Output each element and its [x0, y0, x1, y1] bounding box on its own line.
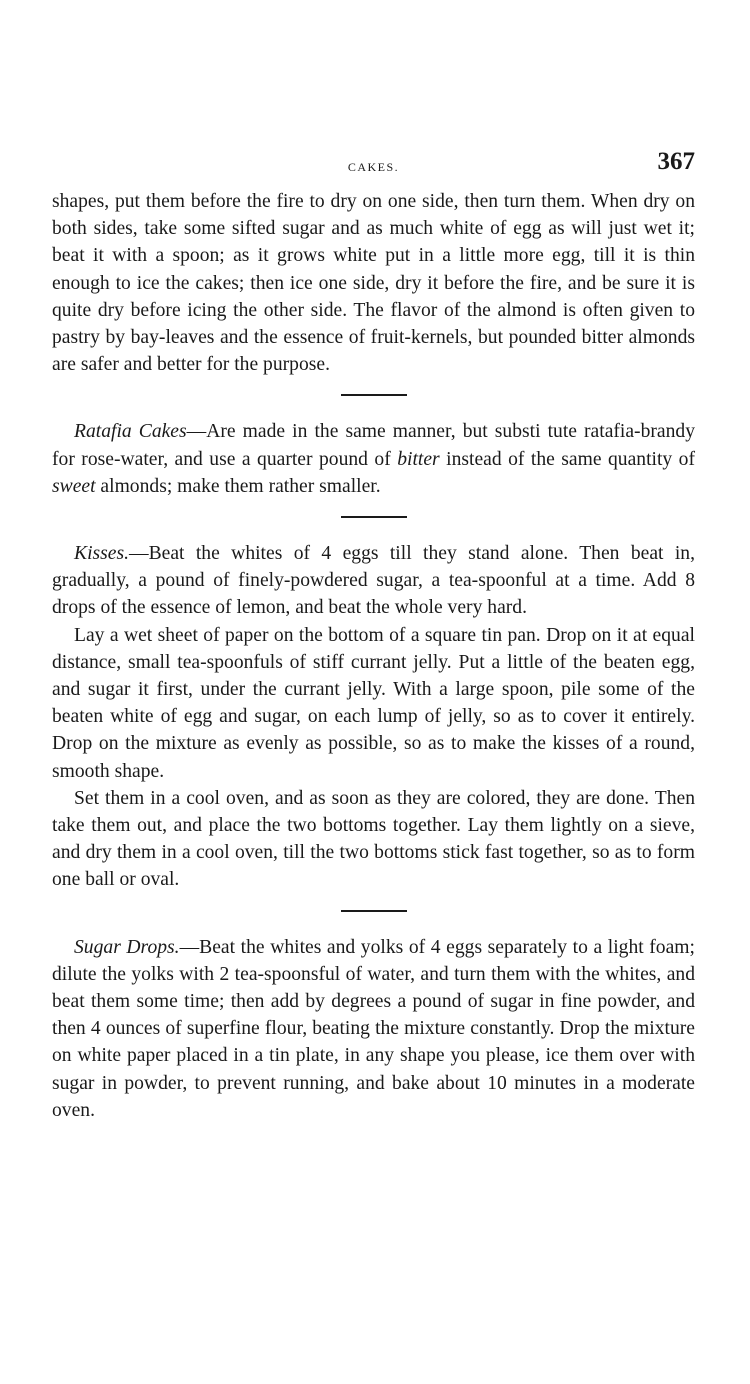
section-divider: [341, 394, 407, 396]
ratafia-emphasis-bitter: bitter: [397, 448, 440, 470]
recipe-title-kisses: Kisses.: [74, 543, 129, 565]
intro-paragraph: shapes, put them before the fire to dry on one side, then turn them. When dry on both sides, take some sifted sugar and as much white of egg as will just wet it; beat it with a spoon; as it grows white put in a little more egg, till it is thin enough to ice the cakes; then ice one side, dry it before the fire, and be sure it is quite dry before icing the other side. The flavor of the almond is often given to pastry by bay-leaves and the essence of fruit-kernels, but pounded bitter almonds are safer and better for the purpose.: [52, 191, 695, 376]
ratafia-text-3: almonds; make them rather smaller.: [95, 475, 381, 497]
page-number: 367: [657, 148, 695, 175]
recipe-title-sugar-drops: Sugar Drops.: [74, 936, 180, 958]
kisses-recipe-paragraph-1: [52, 540, 695, 622]
running-head: CAKES.: [347, 160, 400, 174]
ratafia-emphasis-sweet: sweet: [52, 475, 96, 497]
sugar-drops-text: —Beat the whites and yolks of 4 eggs separately to a light foam; dilute the yolks with 2 tea-spoonsful of water, and turn them with the whites, and beat them some time; then add by degrees a pound of sugar in fine powder, and then 4 ounces of superfine flour, beating the mixture constantly. Drop the mixture on white paper placed in a tin plate, in any shape you please, ice them over with sugar in powder, to prevent running, and bake about 10 minutes in a moderate oven.: [52, 936, 695, 1121]
recipe-title-ratafia-cakes: Ratafia Cakes: [74, 421, 187, 443]
kisses-text-1: —Beat the whites of 4 eggs till they stand alone. Then beat in, gradually, a pound of finely-powdered sugar, a tea-spoonful at a time. Add 8 drops of the essence of lemon, and beat the whole very hard.: [52, 543, 695, 619]
ratafia-cakes-recipe: [52, 418, 695, 500]
section-divider: [341, 516, 407, 518]
book-page: [52, 148, 695, 1124]
kisses-recipe-paragraph-2: Lay a wet sheet of paper on the bottom of a square tin pan. Drop on it at equal distance, small tea-spoonfuls of stiff currant jelly. Put a little of the beaten egg, and sugar it first, under the currant jelly. With a large spoon, pile some of the beaten white of egg and sugar, on each lump of jelly, so as to cover it entirely. Drop on the mixture as evenly as possible, so as to make the kisses of a round, smooth shape.: [52, 624, 695, 782]
page-header: [52, 148, 695, 188]
ratafia-text-1: —Are made in the same manner, but substi tute ratafia-brandy for rose-water, and use a quarter pound of: [52, 421, 695, 470]
section-divider: [341, 910, 407, 912]
sugar-drops-recipe: [52, 934, 695, 1124]
ratafia-text-2: instead of the same quantity of: [439, 448, 695, 470]
kisses-recipe-paragraph-3: Set them in a cool oven, and as soon as they are colored, they are done. Then take them out, and place the two bottoms together. Lay them lightly on a sieve, and dry them in a cool oven, till the two bottoms stick fast together, so as to form one ball or oval.: [52, 787, 695, 891]
